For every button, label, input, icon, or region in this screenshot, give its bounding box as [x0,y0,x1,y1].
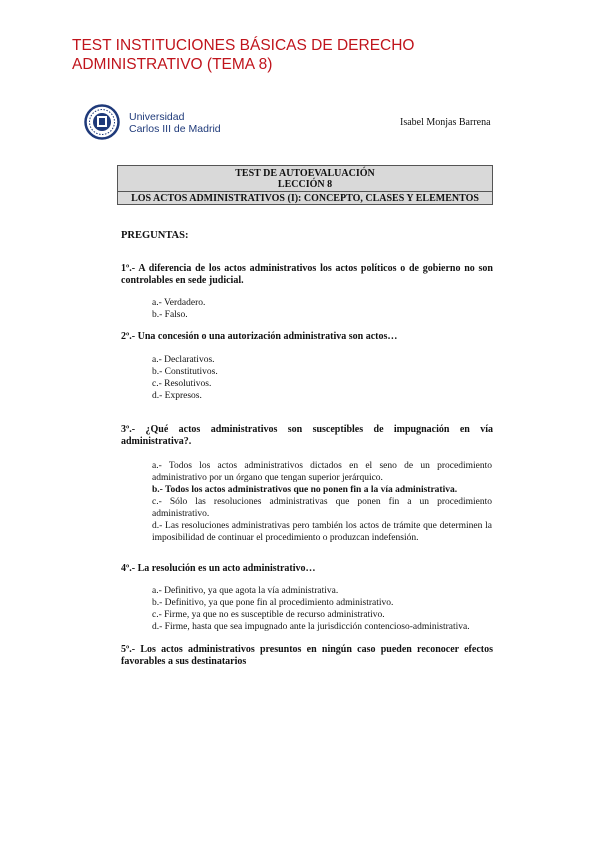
option-3a: a.- Todos los actos administrativos dictados en el seno de un procedimiento administrativo por un órgano que tengan superior jerárquico. [152,461,492,483]
question-4-options [152,585,492,633]
question-2-options [152,354,492,402]
question-1-options [152,297,492,321]
option-2c: c.- Resolutivos. [152,379,212,389]
test-box-topic: LOS ACTOS ADMINISTRATIVOS (I): CONCEPTO, CLASES Y ELEMENTOS [131,193,479,204]
logo-line-2: Carlos III de Madrid [129,123,221,135]
option-4c: c.- Firme, ya que no es susceptible de recurso administrativo. [152,610,385,620]
option-2b: b.- Constitutivos. [152,367,218,377]
question-2: 2º.- Una concesión o una autorización administrativa son actos… [121,331,398,342]
option-1b: b.- Falso. [152,310,188,320]
question-3-options [152,460,492,544]
option-4a: a.- Definitivo, ya que agota la vía administrativa. [152,586,339,596]
question-5: 5º.- Los actos administrativos presuntos en ningún caso pueden reconocer efectos favorables a sus destinatarios [121,644,493,667]
preguntas-heading: PREGUNTAS: [121,230,189,241]
logo-line-1: Universidad [129,111,185,123]
option-3b: b.- Todos los actos administrativos que no ponen fin a la vía administrativa. [152,485,458,495]
university-seal-icon [84,104,122,140]
option-1a: a.- Verdadero. [152,298,206,308]
question-4: 4º.- La resolución es un acto administrativo… [121,563,316,574]
option-4b: b.- Definitivo, ya que pone fin al procedimiento administrativo. [152,598,394,608]
university-logo [84,104,234,140]
test-box-title: TEST DE AUTOEVALUACIÓN [235,168,375,179]
option-3d: d.- Las resoluciones administrativas pero también los actos de trámite que determinen la imposibilidad de continuar el procedimiento o produzcan indefensión. [152,521,492,543]
test-box-divider [118,191,492,192]
option-3c: c.- Sólo las resoluciones administrativas que ponen fin a un procedimiento administrativo. [152,497,492,519]
option-2a: a.- Declarativos. [152,355,215,365]
test-box-lesson: LECCIÓN 8 [277,179,333,190]
question-1: 1º.- A diferencia de los actos administrativos los actos políticos o de gobierno no son controlables en sede judicial. [121,263,493,286]
option-4d: d.- Firme, hasta que sea impugnado ante la jurisdicción contencioso-administrativa. [152,622,470,632]
test-header-box [117,165,493,205]
option-2d: d.- Expresos. [152,391,202,401]
question-3: 3º.- ¿Qué actos administrativos son susceptibles de impugnación en vía administrativa?. [121,424,493,447]
document-title: TEST INSTITUCIONES BÁSICAS DE DERECHO ADMINISTRATIVO (TEMA 8) [72,37,415,73]
author-name: Isabel Monjas Barrena [400,117,491,128]
